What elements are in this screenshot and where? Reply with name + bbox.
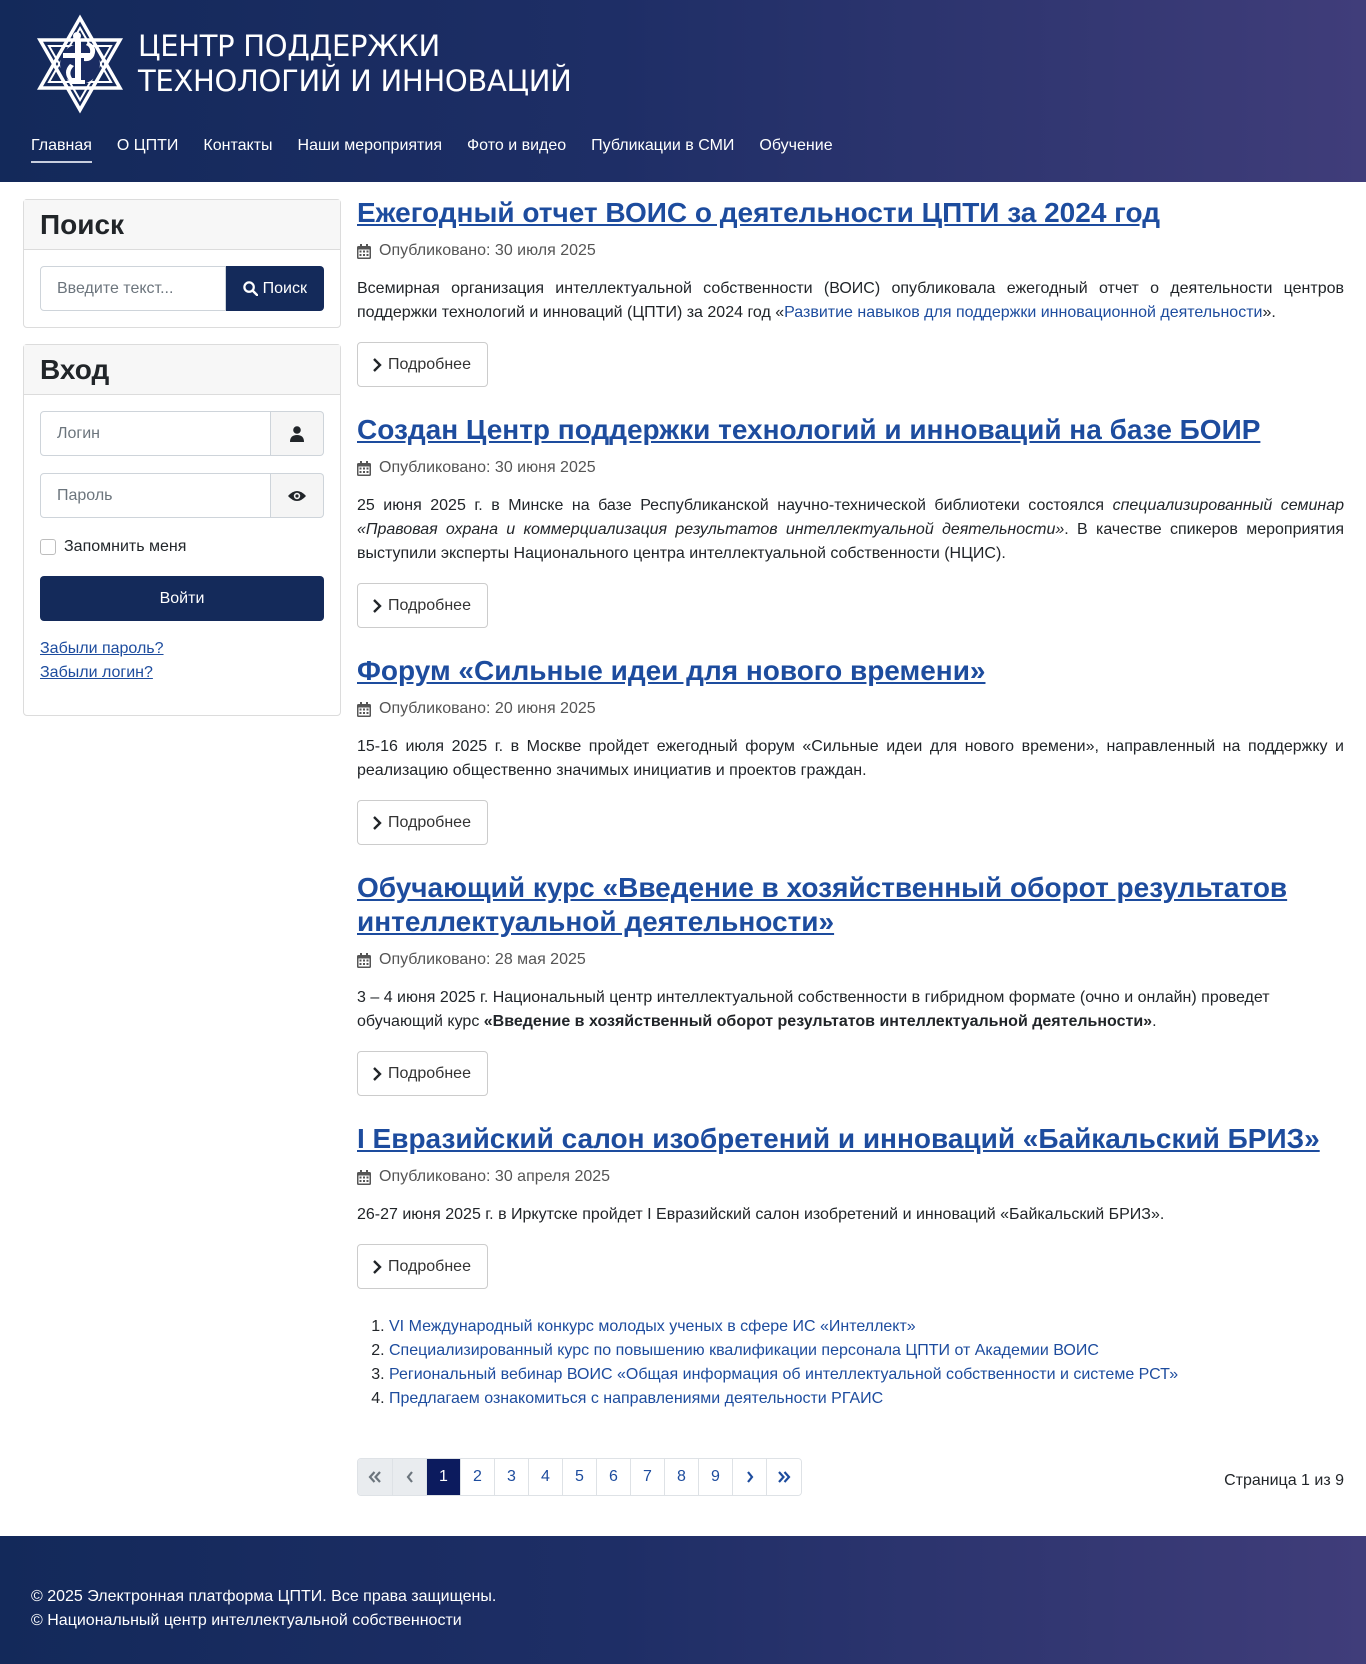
article-date-text: Опубликовано: 28 мая 2025 — [379, 951, 586, 968]
calendar-icon — [357, 702, 371, 717]
more-button[interactable] — [357, 800, 488, 845]
page-number[interactable]: 2 — [461, 1459, 495, 1495]
remember-label: Запомнить меня — [64, 538, 187, 555]
list-item — [389, 1339, 1344, 1363]
logo-line-1: ЦЕНТР ПОДДЕРЖКИ — [138, 29, 440, 63]
next-page-button[interactable] — [733, 1459, 767, 1495]
article-date-text: Опубликовано: 30 июня 2025 — [379, 459, 596, 476]
more-button-label: Подробнее — [388, 1064, 471, 1082]
article-text-part: . В качестве спикеров мероприятия выступили эксперты Национального центра интеллектуальной собственности (НЦИС). — [357, 521, 1345, 562]
calendar-icon — [357, 1170, 371, 1185]
page-number[interactable]: 4 — [529, 1459, 563, 1495]
main-nav — [31, 137, 858, 163]
page-number[interactable]: 5 — [563, 1459, 597, 1495]
nav-home[interactable]: Главная — [31, 137, 92, 163]
article-text-bold: «Введение в хозяйственный оборот результатов интеллектуальной деятельности» — [483, 1013, 1153, 1030]
site-footer — [0, 1536, 1366, 1664]
remember-me[interactable] — [40, 538, 324, 556]
list-item — [389, 1387, 1344, 1411]
article-text-part: . — [1152, 1013, 1157, 1030]
nav-photo-video[interactable]: Фото и видео — [466, 137, 567, 154]
footer-org: © Национальный центр интеллектуальной собственности — [31, 1612, 462, 1629]
user-addon — [271, 411, 324, 456]
footer-copyright: © 2025 Электронная платформа ЦПТИ. Все права защищены. — [31, 1588, 497, 1605]
login-card — [23, 344, 341, 716]
more-button-label: Подробнее — [388, 596, 471, 614]
nav-about[interactable]: О ЦПТИ — [116, 137, 179, 154]
page-number[interactable]: 7 — [631, 1459, 665, 1495]
show-password-button[interactable] — [271, 473, 324, 518]
login-group — [40, 411, 324, 456]
article-title[interactable]: I Евразийский салон изобретений и инноваций «Байкальский БРИЗ» — [357, 1123, 1320, 1154]
page-number[interactable]: 9 — [699, 1459, 733, 1495]
list-item — [389, 1363, 1344, 1387]
article-title[interactable]: Обучающий курс «Введение в хозяйственный оборот результатов интеллектуальной деятельности» — [357, 872, 1288, 937]
more-button[interactable] — [357, 583, 488, 628]
article-text: 26-27 июня 2025 г. в Иркутске пройдет I Евразийский салон изобретений и инноваций «Байкальский БРИЗ». — [357, 1206, 1165, 1223]
pagination — [357, 1458, 802, 1496]
eye-icon — [288, 490, 306, 502]
remember-checkbox[interactable] — [40, 539, 56, 555]
password-group — [40, 473, 324, 518]
article-date — [357, 242, 1344, 260]
article-title[interactable]: Ежегодный отчет ВОИС о деятельности ЦПТИ за 2024 год — [357, 197, 1160, 228]
article — [357, 654, 1344, 845]
article-text — [357, 494, 1344, 566]
article-date-text: Опубликовано: 20 июня 2025 — [379, 700, 596, 717]
article — [357, 1122, 1344, 1289]
article-text-italic: специализированный семинар «Правовая охрана и коммерциализация результатов интеллектуальной деятельности» — [357, 497, 1344, 538]
article-title[interactable]: Создан Центр поддержки технологий и инноваций на базе БОИР — [357, 414, 1261, 445]
logo[interactable] — [30, 14, 572, 114]
forgot-password-link[interactable]: Забыли пароль? — [40, 640, 164, 657]
search-icon — [243, 281, 258, 296]
search-card — [23, 199, 341, 328]
search-input[interactable]: Введите текст... — [40, 266, 226, 311]
more-article-link[interactable]: VI Международный конкурс молодых ученых в сфере ИС «Интеллект» — [389, 1318, 916, 1335]
search-button-label: Поиск — [262, 279, 307, 297]
more-button-label: Подробнее — [388, 355, 471, 373]
more-article-link[interactable]: Региональный вебинар ВОИС «Общая информация об интеллектуальной собственности и системе РСТ» — [389, 1366, 1179, 1383]
prev-page-button[interactable] — [393, 1459, 427, 1495]
chevron-right-icon — [372, 1260, 382, 1274]
chevron-right-icon — [372, 1067, 382, 1081]
user-icon — [290, 426, 304, 442]
chevron-right-icon — [372, 599, 382, 613]
chevron-right-icon — [372, 816, 382, 830]
page-number[interactable]: 1 — [427, 1459, 461, 1495]
article — [357, 196, 1344, 387]
page-number[interactable]: 6 — [597, 1459, 631, 1495]
article-text-part: 25 июня 2025 г. в Минске на базе Республиканской научно-технической библиотеки состоялся — [357, 497, 1113, 514]
nav-contacts[interactable]: Контакты — [203, 137, 273, 154]
article-date — [357, 459, 1344, 477]
search-button[interactable] — [226, 266, 324, 311]
article-date-text: Опубликовано: 30 апреля 2025 — [379, 1168, 611, 1185]
more-button-label: Подробнее — [388, 1257, 471, 1275]
more-button[interactable] — [357, 342, 488, 387]
nav-media[interactable]: Публикации в СМИ — [591, 137, 735, 154]
list-item — [389, 1315, 1344, 1339]
first-page-button[interactable] — [358, 1459, 393, 1495]
article-date-text: Опубликовано: 30 июля 2025 — [379, 242, 596, 259]
pagination-row — [357, 1458, 1344, 1498]
forgot-login-link[interactable]: Забыли логин? — [40, 664, 153, 681]
search-group — [40, 266, 324, 311]
article-inline-link[interactable]: Развитие навыков для поддержки инновационной деятельности — [784, 304, 1263, 321]
login-button[interactable]: Войти — [40, 576, 324, 621]
password-input[interactable]: Пароль — [40, 473, 271, 518]
login-card-title: Вход — [24, 345, 340, 395]
double-chevron-left-icon — [368, 1471, 382, 1483]
more-button-label: Подробнее — [388, 813, 471, 831]
article-text-part: ». — [1262, 304, 1276, 321]
page-info: Страница 1 из 9 — [1224, 1472, 1344, 1489]
site-header — [0, 0, 1366, 182]
chevron-right-icon — [746, 1471, 754, 1483]
nav-training[interactable]: Обучение — [759, 137, 833, 154]
more-article-link[interactable]: Предлагаем ознакомиться с направлениями деятельности РГАИС — [389, 1390, 884, 1407]
calendar-icon — [357, 953, 371, 968]
more-button[interactable] — [357, 1244, 488, 1289]
last-page-button[interactable] — [767, 1459, 801, 1495]
search-card-title: Поиск — [24, 200, 340, 250]
page-number[interactable]: 8 — [665, 1459, 699, 1495]
article-date — [357, 700, 1344, 718]
article-text — [357, 277, 1344, 325]
article-text: 15-16 июля 2025 г. в Москве пройдет ежегодный форум «Сильные идеи для нового времени», направленный на поддержку и реализацию общественно значимых инициатив и проектов граждан. — [357, 738, 1344, 779]
more-button[interactable] — [357, 1051, 488, 1096]
calendar-icon — [357, 244, 371, 259]
article-title[interactable]: Форум «Сильные идеи для нового времени» — [357, 655, 986, 686]
calendar-icon — [357, 461, 371, 476]
logo-line-2: ТЕХНОЛОГИЙ И ИННОВАЦИЙ — [138, 64, 572, 98]
article-text — [357, 986, 1344, 1034]
articles-list — [357, 196, 1344, 1411]
nav-events[interactable]: Наши мероприятия — [297, 137, 442, 154]
login-input[interactable]: Логин — [40, 411, 271, 456]
more-article-link[interactable]: Специализированный курс по повышению квалификации персонала ЦПТИ от Академии ВОИС — [389, 1342, 1099, 1359]
more-articles-list — [357, 1315, 1344, 1411]
article-date — [357, 951, 1344, 969]
article — [357, 871, 1344, 1096]
double-chevron-right-icon — [777, 1471, 791, 1483]
article-text-part: 3 – 4 июня 2025 г. Национальный центр интеллектуальной собственности в гибридном формате (очно и онлайн) проведет обучающий курс — [357, 989, 1270, 1030]
article-date — [357, 1168, 1344, 1186]
article-text-part: Всемирная организация интеллектуальной собственности (ВОИС) опубликовала ежегодный отчет о деятельности центров поддержки технологий и инноваций (ЦПТИ) за 2024 год « — [357, 280, 1344, 321]
page-number[interactable]: 3 — [495, 1459, 529, 1495]
star-logo-icon — [30, 14, 130, 114]
article — [357, 413, 1344, 628]
chevron-right-icon — [372, 358, 382, 372]
logo-text — [138, 29, 572, 99]
chevron-left-icon — [406, 1471, 414, 1483]
